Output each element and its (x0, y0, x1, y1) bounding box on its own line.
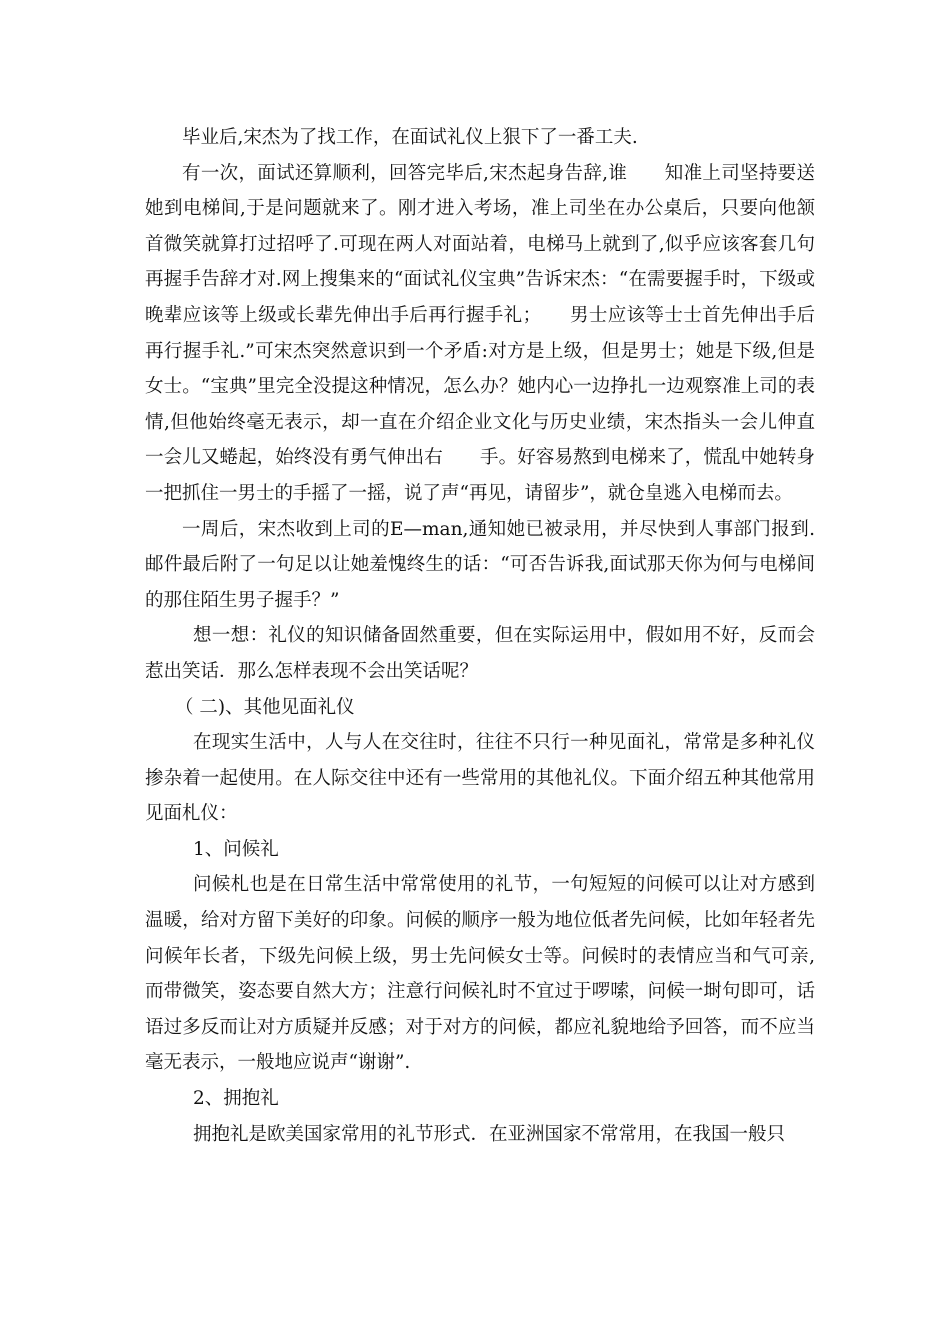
section-heading-other-greetings: （ 二)、其他见面礼仪 (175, 696, 355, 718)
paragraph-job-search: 毕业后,宋杰为了找工作，在面试礼仪上狠下了一番工夫. (182, 127, 638, 148)
subheading-greeting-etiquette: 1、问候礼 (193, 838, 279, 860)
paragraph-interview-story: 有一次，面试还算顺利，回答完毕后,宋杰起身告辞,谁 知准上司坚持要送她到电梯间,于是问题就来了。刚才进入考场，准上司坐在办公桌后，只要向他颔首微笑就算打过招呼了.可现在两人对面站着，电梯马上就到了,似乎应该客套几句再握手告辞才对.网上搜集来的“面试礼仪宝典”告诉宋杰：“在需要握手时，下级或晚辈应该等上级或长辈先伸出手后再行握手礼； 男士应该等士士首先伸出手后再行握手礼.”可宋杰突然意识到一个矛盾:对方是上级，但是男士；她是下级,但是女士。“宝典”里完全没提这种情况，怎么办？她内心一边挣扎一边观察准上司的表情,但他始终毫无表示，却一直在介绍企业文化与历史业绩，宋杰指头一会儿伸直一会儿又蜷起，始终没有勇气伸出右 手。好容易熬到电梯来了，慌乱中她转身一把抓住一男士的手摇了一摇，说了声“再见，请留步”，就仓皇逃入电梯而去。 (145, 162, 815, 504)
paragraph-greetings-intro: 在现实生活中，人与人在交往时，往往不只行一种见面礼，常常是多种礼仪掺杂着一起使用。在人际交往中还有一些常用的其他礼仪。下面介绍五种其他常用见面札仪： (145, 732, 815, 825)
paragraph-email-result: 一周后，宋杰收到上司的E—man,通知她已被录用，并尽快到人事部门报到.邮件最后附了一句足以让她羞愧终生的话：“可否告诉我,面试那天你为何与电梯间的那住陌生男子握手？” (145, 518, 815, 611)
paragraph-think-about-it: 想一想：礼仪的知识储备固然重要，但在实际运用中，假如用不好，反而会惹出笑话．那么怎样表现不会出笑话呢？ (145, 625, 815, 682)
paragraph-hug-etiquette: 拥抱礼是欧美国家常用的礼节形式．在亚洲国家不常常用，在我国一般只 (193, 1123, 786, 1145)
paragraph-greeting-etiquette: 问候札也是在日常生活中常常使用的礼节，一句短短的问候可以让对方感到温暖，给对方留下美好的印象。问候的顺序一般为地位低者先问候，比如年轻者先问候年长者，下级先问候上级，男士先问候女士等。问候时的表情应当和气可亲,而带微笑，姿态要自然大方；注意行问候礼时不宜过于啰嗦，问候一埘句即可，话语过多反而让对方质疑并反感；对于对方的问候，都应礼貌地给予回答，而不应当毫无表示，一般地应说声“谢谢”. (145, 874, 815, 1074)
subheading-hug-etiquette: 2、拥抱礼 (193, 1088, 279, 1110)
document-body (145, 120, 815, 1152)
